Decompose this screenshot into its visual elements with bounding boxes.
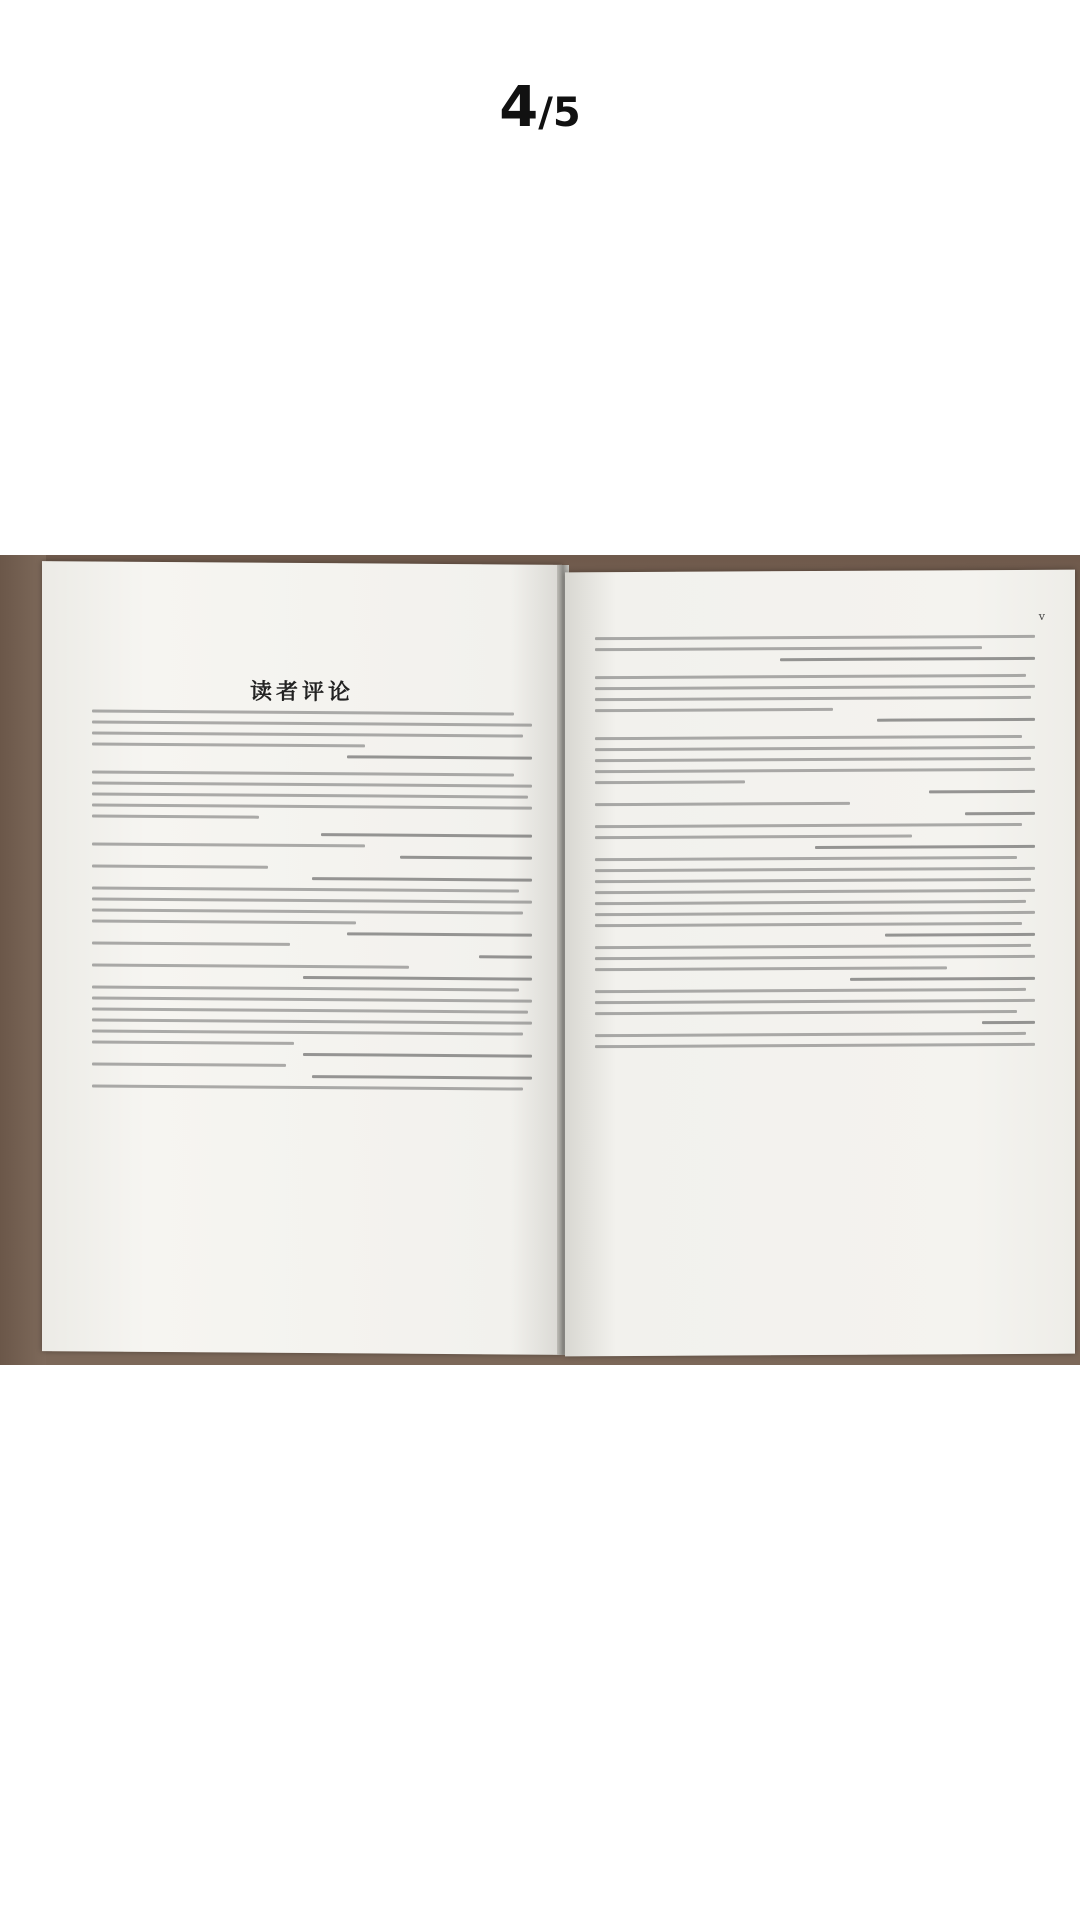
signature-line bbox=[965, 812, 1035, 815]
text-line bbox=[595, 708, 833, 712]
right-page bbox=[565, 570, 1075, 1357]
text-line bbox=[92, 909, 523, 915]
text-line bbox=[595, 966, 947, 971]
text-line bbox=[92, 732, 523, 738]
text-line bbox=[92, 815, 259, 819]
text-line bbox=[595, 757, 1031, 762]
text-line bbox=[595, 1043, 1035, 1048]
page-number: v bbox=[1038, 609, 1045, 623]
text-line bbox=[595, 955, 1035, 960]
signature-line bbox=[303, 976, 532, 981]
text-line bbox=[92, 920, 356, 925]
text-line bbox=[595, 646, 982, 651]
counter-separator: / bbox=[538, 90, 553, 136]
text-line bbox=[92, 997, 532, 1003]
current-page-number: 4 bbox=[499, 75, 539, 140]
text-line bbox=[595, 768, 1035, 773]
text-line bbox=[595, 746, 1035, 751]
signature-line bbox=[400, 856, 532, 860]
text-line bbox=[595, 1032, 1026, 1037]
text-line bbox=[92, 964, 409, 969]
text-line bbox=[92, 1085, 523, 1091]
signature-line bbox=[780, 657, 1035, 661]
text-line bbox=[92, 898, 532, 904]
text-line bbox=[595, 922, 1022, 927]
text-line bbox=[595, 685, 1035, 690]
text-line bbox=[595, 911, 1035, 916]
signature-line bbox=[877, 718, 1035, 722]
text-line bbox=[595, 988, 1026, 993]
text-line bbox=[92, 1063, 286, 1067]
signature-line bbox=[312, 877, 532, 882]
text-line bbox=[92, 1008, 528, 1014]
signature-line bbox=[303, 1053, 532, 1058]
text-line bbox=[92, 743, 365, 748]
text-line bbox=[92, 887, 519, 893]
text-line bbox=[595, 900, 1026, 905]
right-page-text-block bbox=[595, 635, 1035, 1056]
text-line bbox=[92, 865, 268, 869]
text-line bbox=[92, 843, 365, 848]
signature-line bbox=[347, 755, 532, 759]
text-line bbox=[92, 942, 290, 946]
signature-line bbox=[982, 1021, 1035, 1024]
signature-line bbox=[312, 1075, 532, 1080]
text-line bbox=[595, 823, 1022, 828]
book-photo[interactable] bbox=[0, 555, 1080, 1365]
text-line bbox=[595, 780, 745, 784]
signature-line bbox=[885, 933, 1035, 937]
text-line bbox=[92, 1030, 523, 1036]
left-page-text-block bbox=[92, 710, 532, 1099]
text-line bbox=[595, 867, 1035, 872]
signature-line bbox=[347, 932, 532, 936]
text-line bbox=[595, 635, 1035, 640]
text-line bbox=[595, 999, 1035, 1004]
page-heading: 读者评论 bbox=[249, 678, 354, 706]
text-line bbox=[595, 944, 1031, 949]
text-line bbox=[595, 835, 912, 840]
text-line bbox=[92, 782, 532, 788]
text-line bbox=[92, 1041, 294, 1045]
text-line bbox=[595, 802, 850, 806]
text-line bbox=[92, 793, 528, 799]
text-line bbox=[92, 804, 532, 810]
text-line bbox=[595, 856, 1017, 861]
text-line bbox=[92, 1019, 532, 1025]
text-line bbox=[92, 986, 519, 992]
signature-line bbox=[929, 790, 1035, 794]
book-cover-edge bbox=[0, 555, 46, 1365]
signature-line bbox=[815, 845, 1035, 849]
text-line bbox=[92, 710, 514, 716]
text-line bbox=[595, 889, 1035, 894]
page-counter bbox=[0, 75, 1080, 140]
signature-line bbox=[479, 955, 532, 958]
signature-line bbox=[850, 977, 1035, 981]
total-page-count: 5 bbox=[552, 90, 581, 136]
text-line bbox=[595, 878, 1031, 883]
signature-line bbox=[321, 833, 532, 837]
text-line bbox=[595, 1010, 1017, 1015]
text-line bbox=[92, 721, 532, 727]
text-line bbox=[595, 696, 1031, 701]
left-page bbox=[42, 561, 562, 1355]
